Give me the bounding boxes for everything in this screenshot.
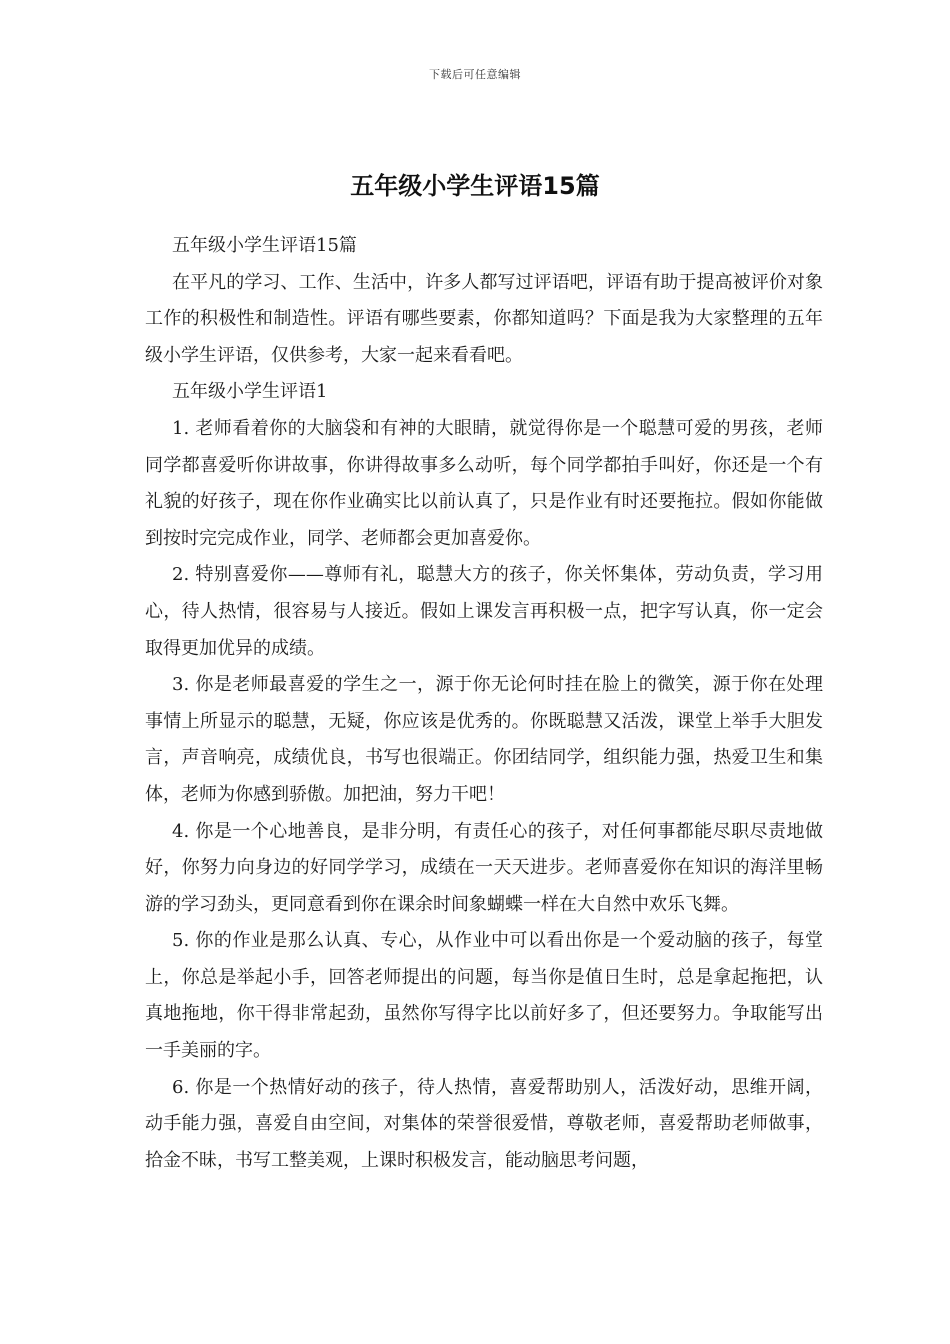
comment-item-4: 4. 你是一个心地善良，是非分明，有责任心的孩子，对任何事都能尽职尽责地做好，你努力向身边的好同学学习，成绩在一天天进步。老师喜爱你在知识的海洋里畅游的学习劲头，更同意看到你在课余时间象蝴蝶一样在大自然中欢乐飞舞。	[145, 820, 823, 915]
header-note: 下载后可任意编辑	[429, 68, 521, 81]
comment-item-5: 5. 你的作业是那么认真、专心，从作业中可以看出你是一个爱动脑的孩子，每堂上，你总是举起小手，回答老师提出的问题，每当你是值日生时，总是拿起拖把，认真地拖地，你干得非常起劲，虽然你写得字比以前好多了，但还要努力。争取能写出一手美丽的字。	[145, 930, 823, 1062]
paragraph-subtitle: 五年级小学生评语15篇	[172, 235, 357, 256]
document-body	[145, 228, 823, 1179]
section-heading: 五年级小学生评语1	[172, 381, 328, 403]
comment-item-2: 2. 特别喜爱你——尊师有礼，聪慧大方的孩子，你关怀集体，劳动负责，学习用心，待人热情，很容易与人接近。假如上课发言再积极一点，把字写认真，你一定会取得更加优异的成绩。	[145, 564, 823, 659]
paragraph-intro: 在平凡的学习、工作、生活中，许多人都写过评语吧，评语有助于提高被评价对象工作的积极性和制造性。评语有哪些要素，你都知道吗？下面是我为大家整理的五年级小学生评语，仅供参考，大家一起来看看吧。	[145, 271, 823, 366]
comment-item-1: 1. 老师看着你的大脑袋和有神的大眼睛，就觉得你是一个聪慧可爱的男孩，老师同学都喜爱听你讲故事，你讲得故事多么动听，每个同学都拍手叫好，你还是一个有礼貌的好孩子，现在你作业确实比以前认真了，只是作业有时还要拖拉。假如你能做到按时完完成作业，同学、老师都会更加喜爱你。	[145, 417, 823, 549]
comment-item-3: 3. 你是老师最喜爱的学生之一，源于你无论何时挂在脸上的微笑，源于你在处理事情上所显示的聪慧，无疑，你应该是优秀的。你既聪慧又活泼，课堂上举手大胆发言，声音响亮，成绩优良，书写也很端正。你团结同学，组织能力强，热爱卫生和集体，老师为你感到骄傲。加把油，努力干吧！	[145, 674, 823, 805]
document-title: 五年级小学生评语15篇	[350, 172, 600, 201]
comment-item-6: 6. 你是一个热情好动的孩子，待人热情，喜爱帮助别人，活泼好动，思维开阔，动手能力强，喜爱自由空间，对集体的荣誉很爱惜，尊敬老师，喜爱帮助老师做事，拾金不昧，书写工整美观，上课时积极发言，能动脑思考问题，	[145, 1076, 823, 1171]
